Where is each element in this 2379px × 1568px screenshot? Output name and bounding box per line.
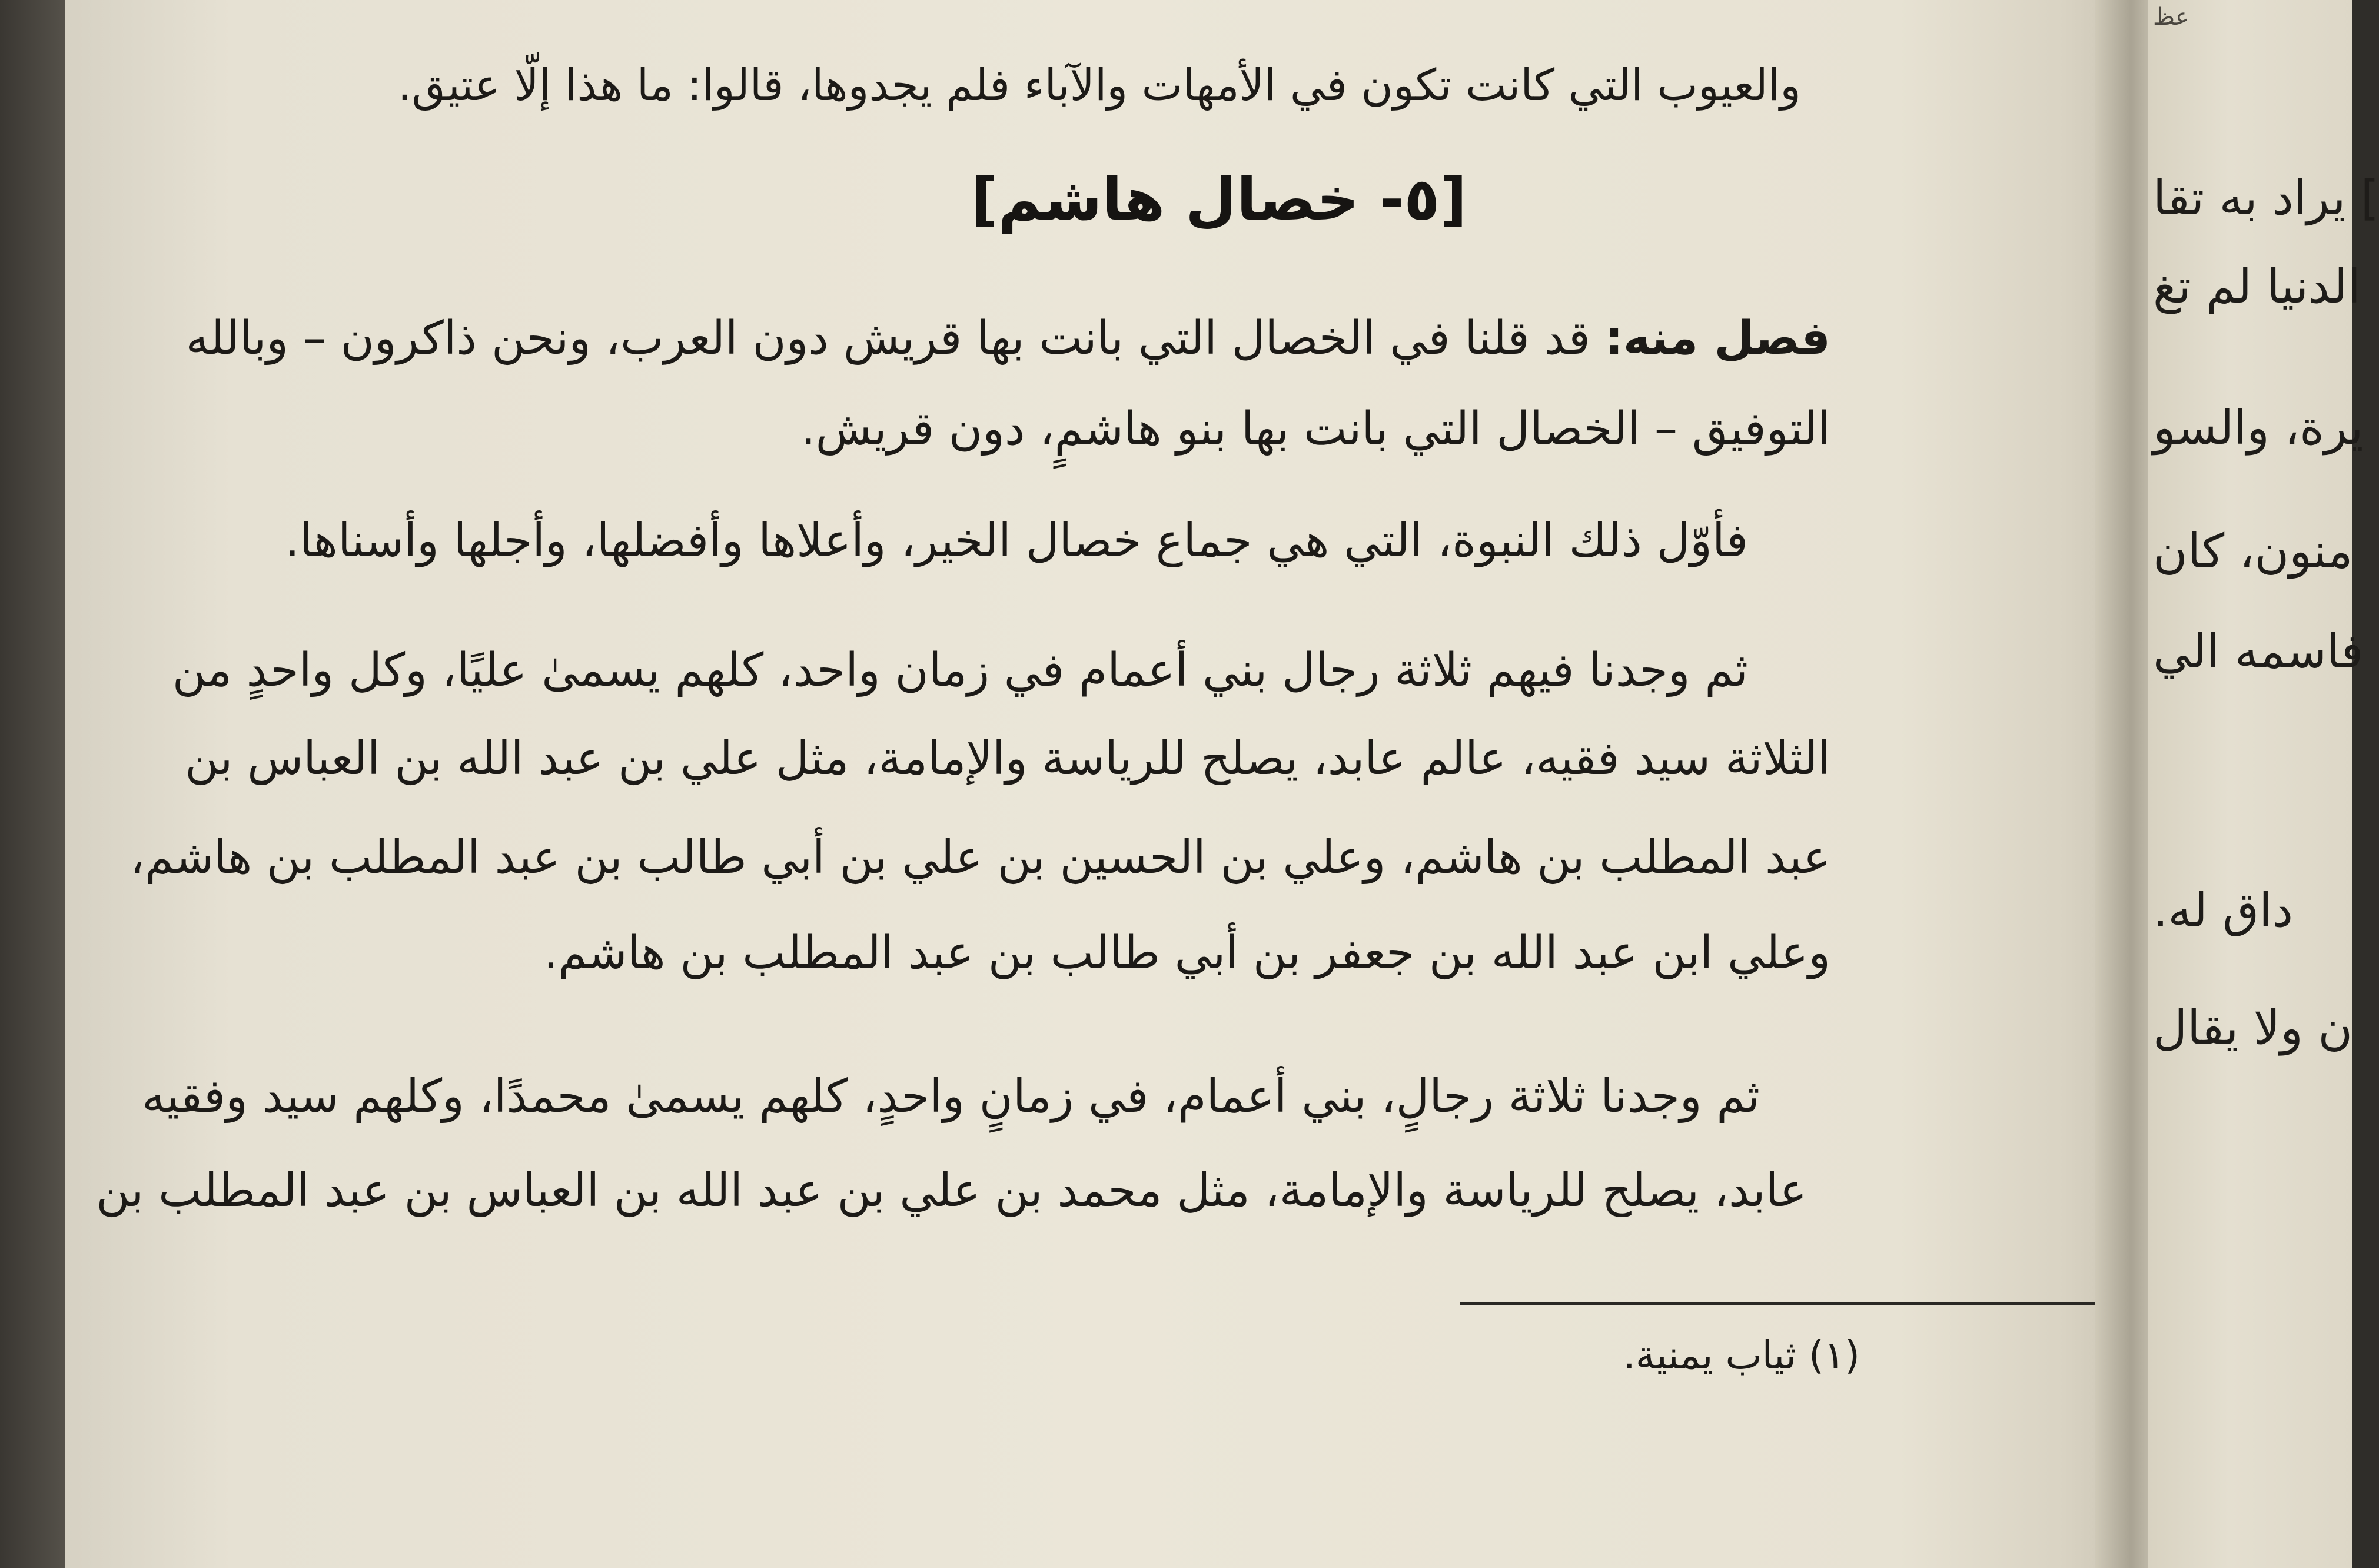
- para3-line4: وعلي ابن عبد الله بن جعفر بن أبي طالب بن عبد المطلب بن هاشم.: [543, 926, 1830, 979]
- footnote-separator: [1460, 1302, 2119, 1305]
- para1-lead: فصل منه:: [1604, 312, 1830, 365]
- facing-page: [2148, 0, 2379, 1568]
- facing-fragment-6: داق له.: [2153, 883, 2294, 938]
- para3-line1: ثم وجدنا فيهم ثلاثة رجال بني أعمام في زمان واحد، كلهم يسمىٰ عليًا، وكل واحدٍ من: [172, 644, 1748, 697]
- para1-line1-rest: قد قلنا في الخصال التي بانت بها قريش دون العرب، ونحن ذاكرون – وبالله: [185, 312, 1605, 365]
- facing-fragment-1: ] يراد به تقا: [2153, 171, 2379, 225]
- facing-fragment-2: الدنيا لم تغ: [2153, 259, 2361, 314]
- facing-fragment-7: ن ولا يقال: [2153, 1001, 2353, 1055]
- facing-fragment-5: فاسمه الي: [2153, 624, 2364, 679]
- para3-line3: عبد المطلب بن هاشم، وعلي بن الحسين بن علي بن أبي طالب بن عبد المطلب بن هاشم،: [129, 831, 1830, 884]
- facing-fragment-top: عظ: [2153, 4, 2189, 31]
- para2-line1: فأوّل ذلك النبوة، التي هي جماع خصال الخير، وأعلاها وأفضلها، وأجلها وأسناها.: [285, 514, 1748, 567]
- main-page: [65, 0, 2148, 1568]
- para1-line1: [185, 312, 1831, 365]
- para1-line2: التوفيق – الخصال التي بانت بها بنو هاشمٍ، دون قريش.: [800, 403, 1830, 456]
- facing-fragment-3: يرة، والسو: [2153, 400, 2364, 455]
- para4-line1: ثم وجدنا ثلاثة رجالٍ، بني أعمام، في زمانٍ واحدٍ، كلهم يسمىٰ محمدًا، وكلهم سيد وفقيه: [142, 1070, 1760, 1123]
- footnote: (١) ثياب يمنية.: [1623, 1333, 1860, 1378]
- facing-fragment-4: منون، كان: [2153, 524, 2353, 579]
- para3-line2: الثلاثة سيد فقيه، عالم عابد، يصلح للرياسة والإمامة، مثل علي بن عبد الله بن العباس بن: [185, 732, 1830, 785]
- section-heading: [٥- خصال هاشم]: [971, 165, 1467, 234]
- para4-line2: عابد، يصلح للرياسة والإمامة، مثل محمد بن علي بن عبد الله بن العباس بن عبد المطلب بن: [96, 1164, 1807, 1217]
- top-line: والعيوب التي كانت تكون في الأمهات والآباء فلم يجدوها، قالوا: ما هذا إلّا عتيق.: [397, 60, 1801, 111]
